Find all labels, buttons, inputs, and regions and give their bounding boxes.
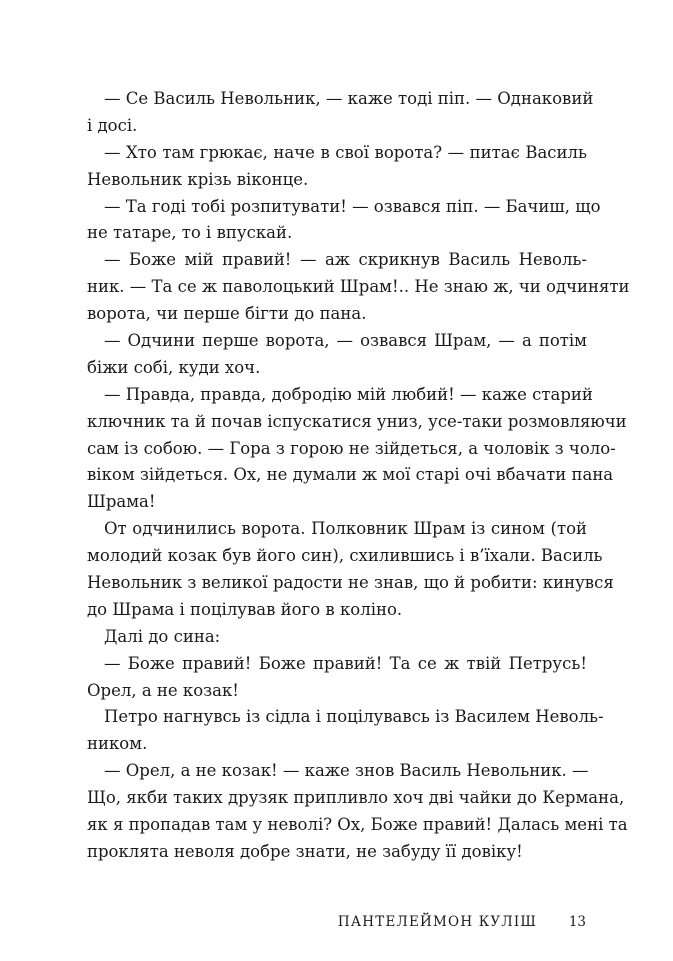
text-line: віком зійдеться. Ох, не думали ж мої старі очі вбачати пана [87, 465, 614, 485]
text-line: Далі до сина: [104, 626, 221, 646]
text-line: ключник та й почав іспускатися униз, усе-таки розмовляючи [87, 411, 627, 431]
text-line: Орел, а не козак! [87, 680, 239, 700]
text-line: ворота, чи перше бігти до пана. [87, 304, 367, 324]
running-footer-author: ПАНТЕЛЕЙМОН КУЛІШ [337, 914, 537, 930]
body-text [87, 86, 630, 866]
text-line: — Хто там грюкає, наче в свої ворота? — питає Василь [104, 142, 587, 162]
text-line: Петро нагнувсь із сідла і поцілувавсь із Василем Неволь- [104, 707, 604, 727]
text-line: ник. — Та се ж паволоцький Шрам!.. Не знаю ж, чи одчиняти [87, 277, 630, 297]
text-line: Що, якби таких друзяк припливло хоч дві чайки до Кермана, [87, 788, 625, 808]
paragraph [87, 758, 628, 866]
text-line: до Шрама і поцілував його в коліно. [87, 599, 403, 619]
paragraph [87, 624, 587, 651]
text-line: От одчинились ворота. Полковник Шрам із сином (той [104, 519, 587, 539]
text-line: проклята неволя добре знати, не забуду її довіку! [87, 841, 523, 861]
text-line: — Боже мій правий! — аж скрикнув Василь Неволь- [104, 250, 587, 270]
paragraph [87, 516, 614, 624]
text-line: — Одчини перше ворота, — озвався Шрам, — а потім [104, 331, 587, 351]
text-line: Невольник крізь віконце. [87, 169, 309, 189]
paragraph [87, 328, 587, 382]
text-line: сам із собою. — Гора з горою не зійдеться, а чоловік з чоло- [87, 438, 616, 458]
paragraph [87, 86, 594, 140]
text-line: і досі. [87, 115, 138, 135]
text-line: Шрама! [87, 492, 156, 512]
page-number: 13 [568, 914, 586, 930]
paragraph [87, 194, 601, 248]
text-line: молодий козак був його син), схилившись і в’їхали. Василь [87, 546, 603, 566]
text-line: — Боже правий! Боже правий! Та се ж твій Петрусь! [104, 653, 587, 673]
text-line: ником. [87, 734, 148, 754]
text-line: — Та годі тобі розпитувати! — озвався піп. — Бачиш, що [104, 196, 601, 216]
paragraph [87, 382, 627, 516]
text-line: біжи собі, куди хоч. [87, 357, 261, 377]
paragraph [87, 247, 630, 328]
paragraph [87, 140, 587, 194]
text-line: Невольник з великої радости не знав, що й робити: кинувся [87, 573, 614, 593]
text-line: — Орел, а не козак! — каже знов Василь Невольник. — [104, 761, 589, 781]
paragraph [87, 704, 604, 758]
text-line: — Правда, правда, добродію мій любий! — каже старий [104, 384, 593, 404]
paragraph [87, 651, 587, 705]
text-line: як я пропадав там у неволі? Ох, Боже правий! Далась мені та [87, 815, 628, 835]
text-line: не татаре, то і впускай. [87, 223, 293, 243]
text-line: — Се Василь Невольник, — каже тоді піп. — Однаковий [104, 89, 594, 108]
